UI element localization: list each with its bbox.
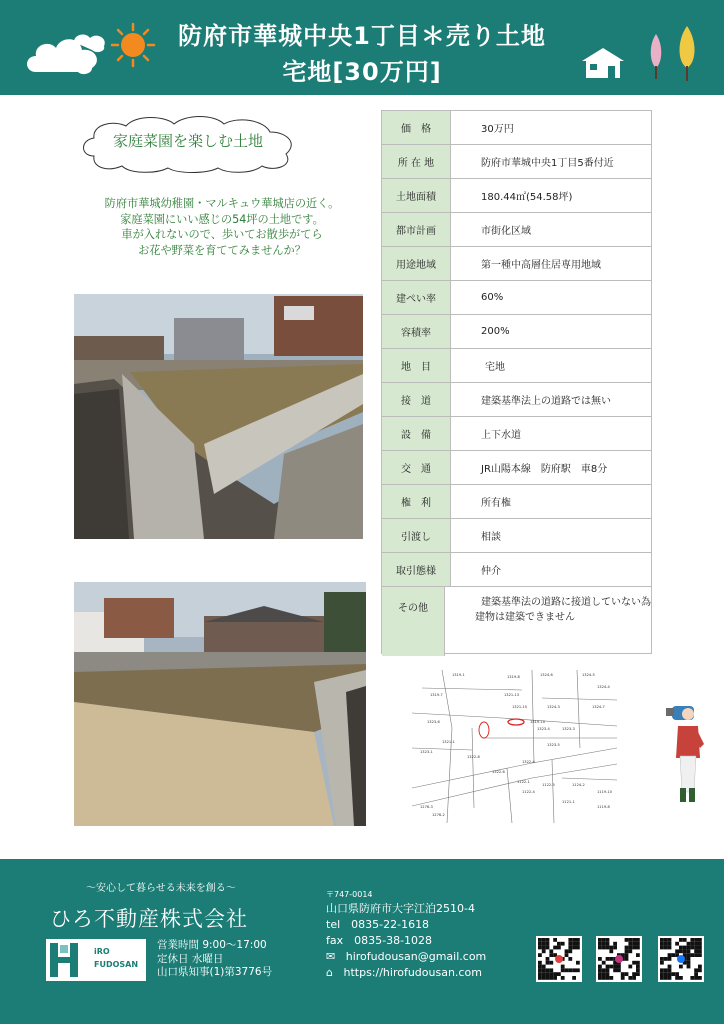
photographer-illustration (664, 696, 710, 806)
logo-text-2: FUDOSAN (94, 960, 139, 969)
row-value: 防府市華城中央1丁目5番付近 (481, 158, 614, 169)
row-value: 30万円 (481, 124, 514, 135)
tel: tel 0835-22-1618 (326, 918, 430, 931)
email-link[interactable]: hirofudousan@gmail.com (345, 950, 487, 963)
business-info (157, 939, 272, 980)
address: 山口県防府市大字江泊2510-4 (326, 902, 475, 915)
footer (0, 859, 724, 1024)
row-label: 地 目 (382, 349, 451, 382)
holiday: 定休日 水曜日 (157, 952, 224, 965)
table-row (382, 179, 651, 213)
parcel-label: 1323-3 (562, 727, 575, 731)
intro-line: お花や野菜を育ててみませんか？ (138, 243, 306, 257)
table-row (382, 349, 651, 383)
row-label: 設 備 (382, 417, 451, 450)
intro-line: 車が入れないので、歩いてお散歩がてら (121, 228, 323, 241)
row-value: 180.44㎡(54.58坪) (481, 192, 573, 203)
table-row (382, 519, 651, 553)
speech-cloud (74, 112, 302, 174)
row-label: 価 格 (382, 111, 451, 144)
table-row (382, 315, 651, 349)
fax: fax 0835-38-1028 (326, 934, 433, 947)
land-photo-2 (74, 582, 366, 826)
slogan: ～安心して暮らせる未来を創る～ (86, 883, 236, 894)
mail-icon: ✉ (326, 950, 336, 963)
parcel-label: 1319-7 (430, 693, 443, 697)
parcel-label: 1122-5 (542, 783, 555, 787)
logo-text-1: iRO (94, 947, 110, 956)
row-label: 接 道 (382, 383, 451, 416)
property-spec-table (381, 110, 652, 654)
parcel-label: 1323-1 (420, 750, 433, 754)
table-row (382, 281, 651, 315)
parcel-label: 1324-5 (582, 673, 595, 677)
row-value: JR山陽本線 防府駅 車8分 (481, 464, 608, 475)
tree-icon (646, 32, 666, 80)
parcel-label: 1119-8 (597, 805, 610, 809)
row-value: 60% (481, 292, 504, 303)
parcel-label: 1322-4 (522, 760, 535, 764)
company-name: ひろ不動産株式会社 (50, 907, 248, 931)
parcel-label: 1122-1 (517, 780, 530, 784)
qr-code-icon[interactable] (596, 936, 642, 982)
row-value: 建築基準法上の道路では無い (481, 396, 611, 407)
table-row (382, 451, 651, 485)
row-value: 相談 (481, 532, 501, 543)
page-title: 防府市華城中央1丁目＊売り土地 (178, 22, 546, 50)
parcel-label: 1124-2 (572, 783, 585, 787)
row-value: 市街化区域 (481, 226, 531, 237)
parcel-label: 1322-8 (467, 755, 480, 759)
table-row (382, 485, 651, 519)
row-value (445, 587, 651, 656)
row-value: 第一種中高層住居専用地域 (481, 260, 601, 271)
parcel-label: 1323-4 (537, 727, 550, 731)
parcel-label: 1323-5 (547, 743, 560, 747)
postal-code: 〒747-0014 (326, 890, 373, 899)
row-label: 用途地域 (382, 247, 451, 280)
parcel-label: 1321-13 (504, 693, 520, 697)
parcel-label: 1324-6 (540, 673, 553, 677)
location-map (412, 668, 617, 823)
intro-text (74, 196, 370, 258)
row-label: 引渡し (382, 519, 451, 552)
parcel-label: 1322-6 (492, 770, 505, 774)
website-link[interactable]: https://hirofudousan.com (343, 966, 482, 979)
table-row (382, 247, 651, 281)
parcel-label: 1323-6 (427, 720, 440, 724)
row-value: 宅地 (485, 362, 505, 373)
parcel-label: 1324-4 (597, 685, 610, 689)
company-logo (46, 939, 146, 981)
contact-info (326, 889, 486, 981)
table-row (382, 587, 651, 656)
parcel-label: 1324-3 (547, 705, 560, 709)
parcel-label: 1319-1 (452, 673, 465, 677)
table-row (382, 145, 651, 179)
row-value: 上下水道 (481, 430, 521, 441)
home-icon: ⌂ (326, 966, 333, 979)
email-line (326, 949, 486, 965)
url-line (326, 965, 486, 981)
row-value: 所有権 (481, 498, 511, 509)
qr-code-icon[interactable] (658, 936, 704, 982)
parcel-label: 1122-4 (522, 790, 535, 794)
remarks-line: 建築基準法の道路に接道していない為 (481, 597, 651, 608)
parcel-label: 1324-7 (592, 705, 605, 709)
remarks-line: 建物は建築できません (475, 612, 575, 623)
row-value: 200% (481, 326, 510, 337)
row-value: 仲介 (481, 566, 501, 577)
parcel-label: 1321-15 (512, 705, 528, 709)
table-row (382, 383, 651, 417)
table-row (382, 553, 651, 587)
table-row (382, 417, 651, 451)
intro-line: 家庭菜園にいい感じの54坪の土地です。 (120, 212, 324, 226)
intro-line: 防府市華城幼稚園・マルキュウ華城店の近く。 (104, 197, 340, 210)
parcel-label: 1276-2 (432, 813, 445, 817)
business-hours: 営業時間 9:00～17:00 (157, 939, 267, 951)
row-label: 取引態様 (382, 553, 451, 586)
header-banner (0, 0, 724, 95)
house-icon (582, 47, 624, 79)
catchphrase: 家庭菜園を楽しむ土地 (112, 132, 263, 150)
table-row (382, 213, 651, 247)
row-label: 所 在 地 (382, 145, 451, 178)
price-title: 宅地[30万円] (282, 58, 442, 86)
row-label: 権 利 (382, 485, 451, 518)
parcel-label: 1319-10 (530, 720, 546, 724)
parcel-label: 1119-10 (597, 790, 613, 794)
parcel-label: 1321-1 (442, 740, 455, 744)
land-photo-1 (74, 294, 363, 539)
parcel-label: 1319-8 (507, 675, 520, 679)
row-label: 建ぺい率 (382, 281, 451, 314)
parcel-label: 1276-3 (420, 805, 433, 809)
row-label: その他 (382, 587, 445, 656)
qr-code-icon[interactable] (536, 936, 582, 982)
table-row (382, 111, 651, 145)
tree-icon (674, 24, 700, 82)
license-number: 山口県知事(1)第3776号 (157, 966, 273, 978)
parcel-label: 1121-1 (562, 800, 575, 804)
row-label: 土地面積 (382, 179, 451, 212)
row-label: 都市計画 (382, 213, 451, 246)
row-label: 容積率 (382, 315, 451, 348)
row-label: 交 通 (382, 451, 451, 484)
